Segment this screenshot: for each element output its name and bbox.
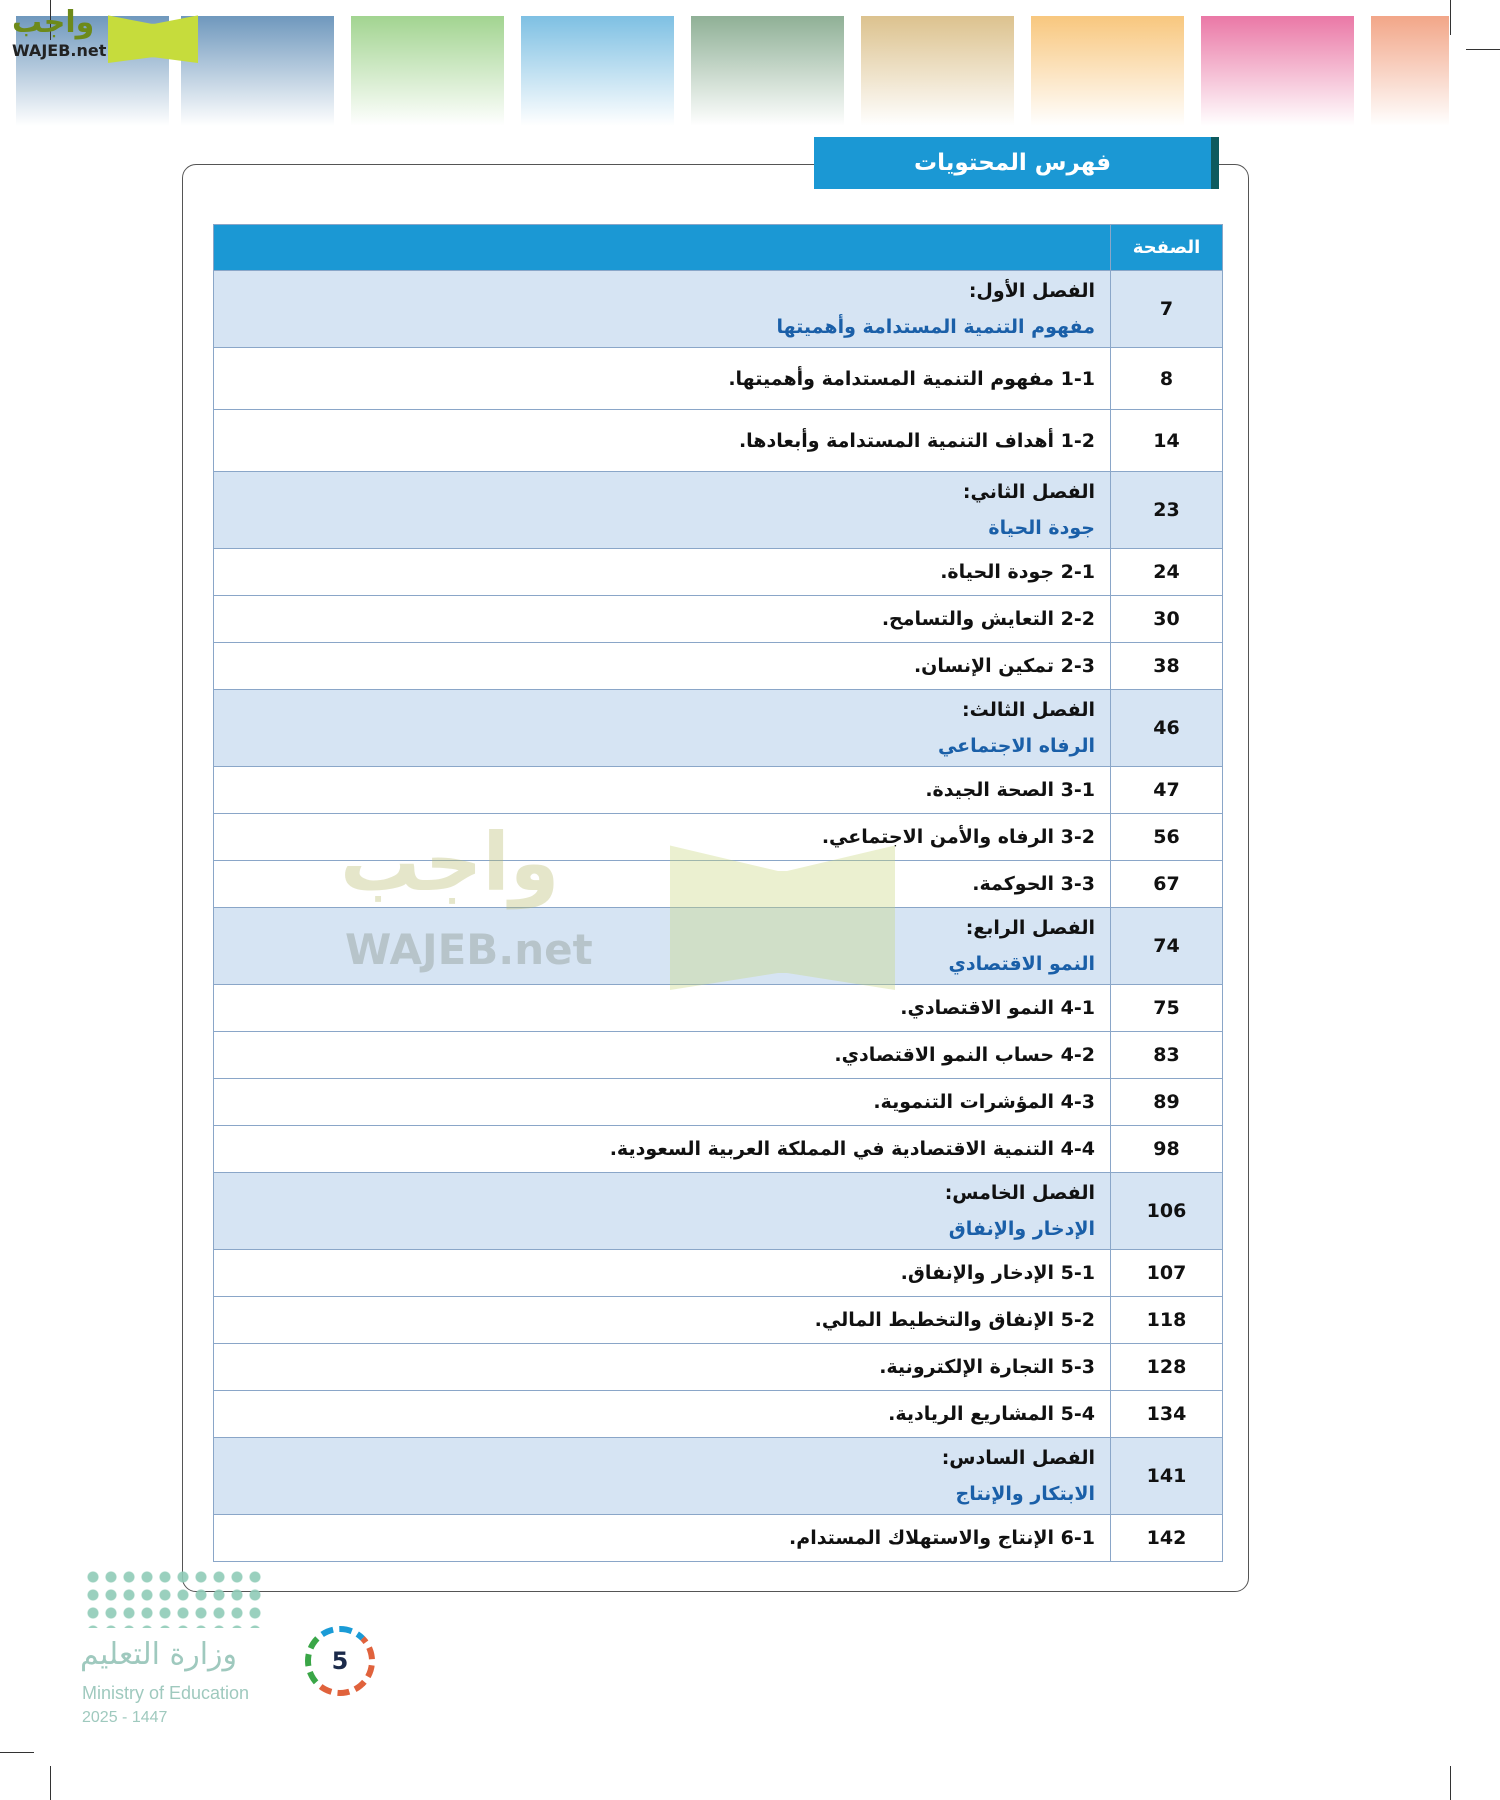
page-cell: 106 — [1111, 1173, 1223, 1250]
watermark-arabic: واجب — [340, 816, 560, 909]
page-cell: 128 — [1111, 1344, 1223, 1391]
entry-title: 2-2 التعايش والتسامح. — [881, 608, 1095, 630]
entry-title: الفصل الثالث: — [962, 699, 1095, 721]
entry-title: الفصل السادس: — [941, 1447, 1095, 1469]
title-cell — [214, 1173, 1111, 1250]
entry-title: 3-3 الحوكمة. — [972, 873, 1095, 895]
title-cell — [214, 690, 1111, 767]
entry-title: الفصل الرابع: — [965, 917, 1095, 939]
chapter-subtitle: الرفاه الاجتماعي — [937, 735, 1095, 757]
page-cell: 141 — [1111, 1438, 1223, 1515]
year: 2025 - 1447 — [82, 1709, 168, 1726]
color-strip — [181, 16, 334, 126]
chapter-row[interactable] — [214, 271, 1223, 348]
page-cell: 8 — [1111, 348, 1223, 410]
page-cell: 24 — [1111, 549, 1223, 596]
entry-title: 5-3 التجارة الإلكترونية. — [879, 1356, 1095, 1378]
chapter-row[interactable] — [214, 690, 1223, 767]
lesson-row[interactable] — [214, 861, 1223, 908]
title-cell — [214, 908, 1111, 985]
page-cell: 56 — [1111, 814, 1223, 861]
chapter-subtitle: جودة الحياة — [988, 517, 1095, 539]
ministry-arabic: وزارة التعليم — [80, 1637, 238, 1672]
entry-title: 4-3 المؤشرات التنموية. — [873, 1091, 1095, 1113]
wajeb-logo[interactable] — [10, 5, 190, 65]
lesson-row[interactable] — [214, 814, 1223, 861]
entry-title: 4-4 التنمية الاقتصادية في المملكة العربية السعودية. — [609, 1138, 1095, 1160]
page-title: فهرس المحتويات — [814, 137, 1219, 189]
color-strip — [521, 16, 674, 126]
entry-title: 5-4 المشاريع الريادية. — [888, 1403, 1095, 1425]
page-cell: 7 — [1111, 271, 1223, 348]
title-cell — [214, 472, 1111, 549]
title-cell — [214, 1391, 1111, 1438]
chapter-subtitle: الإدخار والإنفاق — [948, 1218, 1095, 1240]
lesson-row[interactable] — [214, 410, 1223, 472]
book-icon — [108, 7, 198, 63]
page-cell: 89 — [1111, 1079, 1223, 1126]
entry-title: 1-1 مفهوم التنمية المستدامة وأهميتها. — [728, 367, 1095, 390]
title-cell — [214, 1515, 1111, 1562]
title-cell — [214, 1126, 1111, 1173]
lesson-row[interactable] — [214, 1126, 1223, 1173]
logo-english: WAJEB.net — [12, 41, 107, 60]
title-cell — [214, 814, 1111, 861]
entry-title: 2-1 جودة الحياة. — [940, 561, 1095, 583]
ministry-english: Ministry of Education — [82, 1683, 250, 1703]
page-cell: 67 — [1111, 861, 1223, 908]
lesson-row[interactable] — [214, 1344, 1223, 1391]
page-cell: 46 — [1111, 690, 1223, 767]
crop-mark — [1450, 1766, 1451, 1800]
chapter-row[interactable] — [214, 472, 1223, 549]
title-cell — [214, 767, 1111, 814]
chapter-subtitle: مفهوم التنمية المستدامة وأهميتها — [776, 316, 1095, 338]
title-cell — [214, 1297, 1111, 1344]
title-cell — [214, 1079, 1111, 1126]
page-cell: 83 — [1111, 1032, 1223, 1079]
title-cell — [214, 1032, 1111, 1079]
lesson-row[interactable] — [214, 1297, 1223, 1344]
color-strip — [351, 16, 504, 126]
page-cell: 107 — [1111, 1250, 1223, 1297]
title-cell — [214, 271, 1111, 348]
title-cell — [214, 861, 1111, 908]
lesson-row[interactable] — [214, 1391, 1223, 1438]
entry-title: الفصل الخامس: — [944, 1182, 1095, 1204]
lesson-row[interactable] — [214, 348, 1223, 410]
crop-mark — [0, 1752, 34, 1753]
page-cell: 30 — [1111, 596, 1223, 643]
lesson-row[interactable] — [214, 549, 1223, 596]
contents-table — [213, 224, 1223, 1562]
entry-title: 2-3 تمكين الإنسان. — [913, 655, 1095, 677]
header-title — [214, 225, 1111, 271]
lesson-row[interactable] — [214, 1250, 1223, 1297]
entry-title: 4-2 حساب النمو الاقتصادي. — [834, 1044, 1095, 1066]
entry-title: 6-1 الإنتاج والاستهلاك المستدام. — [789, 1527, 1095, 1549]
page-cell: 142 — [1111, 1515, 1223, 1562]
lesson-row[interactable] — [214, 596, 1223, 643]
header-page: الصفحة — [1111, 225, 1223, 271]
entry-title: 4-1 النمو الاقتصادي. — [900, 997, 1095, 1019]
lesson-row[interactable] — [214, 1515, 1223, 1562]
lesson-row[interactable] — [214, 643, 1223, 690]
chapter-row[interactable] — [214, 1438, 1223, 1515]
logo-arabic: واجب — [12, 5, 95, 40]
page-cell: 23 — [1111, 472, 1223, 549]
chapter-subtitle: النمو الاقتصادي — [948, 953, 1095, 975]
page-cell: 75 — [1111, 985, 1223, 1032]
title-cell — [214, 643, 1111, 690]
page-cell: 134 — [1111, 1391, 1223, 1438]
watermark-english: WAJEB.net — [345, 925, 593, 974]
chapter-row[interactable] — [214, 1173, 1223, 1250]
title-cell — [214, 1438, 1111, 1515]
title-cell — [214, 985, 1111, 1032]
page-cell: 118 — [1111, 1297, 1223, 1344]
color-strip — [1201, 16, 1354, 126]
color-strip — [1031, 16, 1184, 126]
ministry-logo — [80, 1560, 400, 1750]
entry-title: 3-1 الصحة الجيدة. — [925, 779, 1095, 801]
title-cell — [214, 410, 1111, 472]
page-cell: 74 — [1111, 908, 1223, 985]
entry-title: 5-1 الإدخار والإنفاق. — [900, 1262, 1095, 1284]
title-cell — [214, 549, 1111, 596]
page-cell: 98 — [1111, 1126, 1223, 1173]
lesson-row[interactable] — [214, 985, 1223, 1032]
chapter-subtitle: الابتكار والإنتاج — [955, 1483, 1095, 1505]
title-cell — [214, 596, 1111, 643]
crop-mark — [1450, 0, 1451, 35]
page-cell: 47 — [1111, 767, 1223, 814]
title-cell — [214, 1250, 1111, 1297]
crop-mark — [50, 1766, 51, 1800]
entry-title: 3-2 الرفاه والأمن الاجتماعي. — [821, 826, 1095, 848]
entry-title: الفصل الثاني: — [962, 481, 1095, 503]
title-cell — [214, 1344, 1111, 1391]
entry-title: الفصل الأول: — [968, 280, 1095, 302]
color-strip — [1371, 16, 1449, 126]
lesson-row[interactable] — [214, 1032, 1223, 1079]
page-cell: 38 — [1111, 643, 1223, 690]
lesson-row[interactable] — [214, 767, 1223, 814]
entry-title: 5-2 الإنفاق والتخطيط المالي. — [814, 1309, 1095, 1331]
dots-pattern — [84, 1568, 264, 1628]
color-strip — [691, 16, 844, 126]
page-cell: 14 — [1111, 410, 1223, 472]
color-strip — [861, 16, 1014, 126]
title-cell — [214, 348, 1111, 410]
entry-title: 1-2 أهداف التنمية المستدامة وأبعادها. — [738, 429, 1095, 452]
crop-mark — [1466, 49, 1500, 50]
page-number: 5 — [331, 1647, 349, 1675]
chapter-row[interactable] — [214, 908, 1223, 985]
lesson-row[interactable] — [214, 1079, 1223, 1126]
